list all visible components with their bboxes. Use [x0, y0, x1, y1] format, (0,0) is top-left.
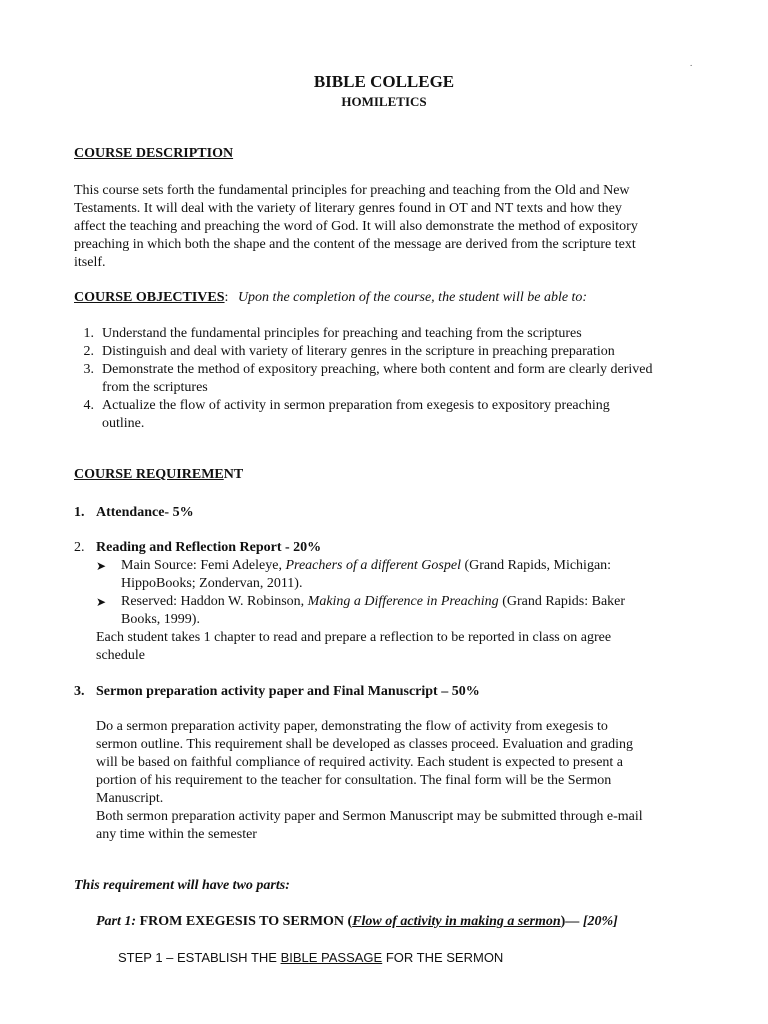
stray-mark: .	[690, 58, 693, 68]
reading-note-line: Each student takes 1 chapter to read and prepare a reflection to be reported in class on agree	[96, 630, 612, 645]
step1-suffix: FOR THE SERMON	[382, 950, 504, 965]
description-line: This course sets forth the fundamental principles for preaching and teaching from the Old and New	[74, 183, 630, 198]
course-objectives-heading-row	[74, 290, 587, 306]
sermon-line: any time within the semester	[96, 827, 257, 842]
main-source-prefix: Main Source: Femi Adeleye,	[121, 558, 286, 573]
main-source-line2: HippoBooks; Zondervan, 2011).	[121, 576, 303, 591]
objectives-colon: :	[224, 290, 229, 305]
reserved-prefix: Reserved: Haddon W. Robinson,	[121, 594, 308, 609]
sermon-line: will be based on faithful compliance of required activity. Each student is expected to present a	[96, 755, 624, 770]
sermon-line: Both sermon preparation activity paper and Sermon Manuscript may be submitted through e-mail	[96, 809, 643, 824]
description-line: Testaments. It will deal with the variety of literary genres found in OT and NT texts and how they	[74, 201, 622, 216]
sermon-line: portion of his requirement to the teacher for consultation. The final form will be the Sermon	[96, 773, 612, 788]
objective-number: 2.	[83, 344, 94, 359]
objective-line: Demonstrate the method of expository preaching, where both content and form are clearly derived	[102, 362, 653, 377]
objective-text: Understand the fundamental principles for preaching and teaching from the scriptures	[102, 326, 582, 341]
sermon-text: Sermon preparation activity paper and Final Manuscript – 50%	[96, 684, 480, 699]
objective-text	[102, 361, 722, 397]
requirement-heading-rest: NT	[223, 467, 244, 482]
attendance-number: 1.	[74, 505, 85, 520]
arrow-bullet-icon: ➤	[96, 559, 107, 573]
course-description-heading: COURSE DESCRIPTION	[74, 146, 234, 161]
main-source-text	[121, 557, 696, 593]
course-objectives-heading: COURSE OBJECTIVES	[74, 290, 225, 305]
step1-underlined: BIBLE PASSAGE	[280, 950, 383, 965]
step1-heading	[118, 950, 503, 965]
reading-text: Reading and Reflection Report - 20%	[96, 540, 322, 555]
sermon-description	[96, 718, 696, 844]
attendance-text: Attendance- 5%	[96, 505, 194, 520]
requirement-heading-underlined: COURSE REQUIREME	[74, 467, 224, 482]
objectives-intro: Upon the completion of the course, the student will be able to:	[237, 290, 588, 305]
objective-number: 3.	[83, 362, 94, 377]
part1-flow: Flow of activity in making a sermon	[352, 914, 561, 929]
document-title: BIBLE COLLEGE	[313, 72, 455, 91]
objective-line: from the scriptures	[102, 380, 208, 395]
reading-number: 2.	[74, 540, 85, 555]
document-subtitle: HOMILETICS	[341, 94, 427, 109]
sermon-number: 3.	[74, 684, 85, 699]
objective-text: Distinguish and deal with variety of literary genres in the scripture in preaching preparation	[102, 344, 615, 359]
description-line: preaching in which both the shape and the content of the message are derived from the scripture text	[74, 237, 636, 252]
objective-text	[102, 397, 722, 433]
description-line: itself.	[74, 255, 106, 270]
reserved-line2: Books, 1999).	[121, 612, 200, 627]
sermon-line: sermon outline. This requirement shall be developed as classes proceed. Evaluation and grading	[96, 737, 634, 752]
reading-note-line: schedule	[96, 648, 145, 663]
part1-tail: — [20%]	[565, 914, 618, 929]
two-parts-note	[74, 878, 290, 894]
part1-close: )	[560, 914, 566, 929]
course-requirement-heading	[74, 467, 243, 483]
two-parts-text: This requirement will have two parts:	[74, 878, 290, 893]
main-source-title: Preachers of a different Gospel	[285, 558, 461, 573]
course-description-text	[74, 182, 684, 272]
arrow-bullet-icon: ➤	[96, 595, 107, 609]
description-line: affect the teaching and preaching the word of God. It will also demonstrate the method of expository	[74, 219, 638, 234]
objective-number: 4.	[83, 398, 94, 413]
objective-line: Actualize the flow of activity in sermon preparation from exegesis to expository preaching	[102, 398, 610, 413]
reserved-title: Making a Difference in Preaching	[307, 594, 499, 609]
main-source-suffix: (Grand Rapids, Michigan:	[460, 558, 612, 573]
objective-line: outline.	[102, 416, 145, 431]
sermon-line: Do a sermon preparation activity paper, demonstrating the flow of activity from exegesis to	[96, 719, 608, 734]
step1-prefix: STEP 1 – ESTABLISH THE	[118, 950, 281, 965]
part1-label: Part 1:	[96, 914, 137, 929]
objective-number: 1.	[83, 326, 94, 341]
reserved-text	[121, 593, 696, 629]
part1-title: FROM EXEGESIS TO SERMON (	[136, 914, 353, 929]
reading-note	[96, 629, 696, 665]
part1-heading	[96, 914, 618, 930]
reserved-suffix: (Grand Rapids: Baker	[498, 594, 626, 609]
sermon-line: Manuscript.	[96, 791, 164, 806]
